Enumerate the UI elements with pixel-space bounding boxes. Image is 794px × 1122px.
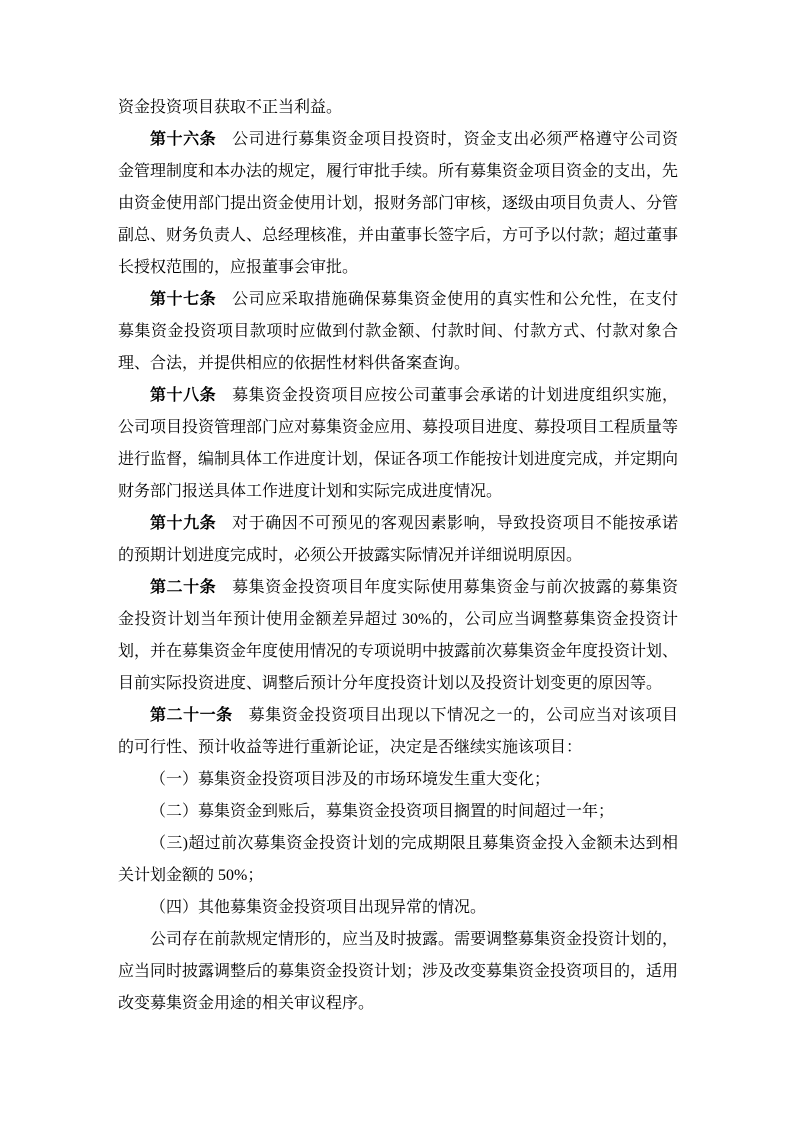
- article-number: 第二十一条: [150, 707, 233, 724]
- article-paragraph: [118, 572, 678, 700]
- paragraph-text: 资金投资项目获取不正当利益。: [118, 99, 343, 116]
- list-item-paragraph: [118, 764, 678, 796]
- document-content: [118, 92, 678, 1020]
- body-paragraph: [118, 92, 678, 124]
- paragraph-text: （一）募集资金投资项目涉及的市场环境发生重大变化；: [150, 771, 551, 788]
- body-paragraph: [118, 924, 678, 1020]
- article-paragraph: [118, 700, 678, 764]
- list-item-paragraph: [118, 892, 678, 924]
- paragraph-text: （二）募集资金到账后，募集资金投资项目搁置的时间超过一年；: [150, 803, 615, 820]
- paragraph-text: 对于确因不可预见的客观因素影响，导致投资项目不能按承诺的预期计划进度完成时，必须公开披露实际情况并详细说明原因。: [118, 515, 678, 564]
- paragraph-text: 募集资金投资项目年度实际使用募集资金与前次披露的募集资金投资计划当年预计使用金额差异超过 30%的，公司应当调整募集资金投资计划，并在募集资金年度使用情况的专项说明中披露前次募集资金年度投资计划、目前实际投资进度、调整后预计分年度投资计划以及投资计划变更的原因等。: [118, 579, 679, 692]
- paragraph-text: （四）其他募集资金投资项目出现异常的情况。: [150, 899, 487, 916]
- paragraph-text: （三)超过前次募集资金投资计划的完成期限且募集资金投入金额未达到相关计划金额的 50%；: [118, 835, 678, 884]
- article-number: 第十七条: [150, 291, 217, 308]
- article-number: 第十九条: [150, 515, 217, 532]
- list-item-paragraph: [118, 796, 678, 828]
- article-paragraph: [118, 284, 678, 380]
- list-item-paragraph: [118, 828, 678, 892]
- article-paragraph: [118, 124, 678, 284]
- paragraph-text: 募集资金投资项目出现以下情况之一的，公司应当对该项目的可行性、预计收益等进行重新论证，决定是否继续实施该项目：: [118, 707, 678, 756]
- article-paragraph: [118, 380, 678, 508]
- article-number: 第十八条: [150, 387, 217, 404]
- article-paragraph: [118, 508, 678, 572]
- paragraph-text: 公司进行募集资金项目投资时，资金支出必须严格遵守公司资金管理制度和本办法的规定，履行审批手续。所有募集资金项目资金的支出，先由资金使用部门提出资金使用计划，报财务部门审核，逐级由项目负责人、分管副总、财务负责人、总经理核准，并由董事长签字后，方可予以付款；超过董事长授权范围的，应报董事会审批。: [118, 131, 679, 276]
- paragraph-text: 公司存在前款规定情形的，应当及时披露。需要调整募集资金投资计划的，应当同时披露调整后的募集资金投资计划；涉及改变募集资金投资项目的，适用改变募集资金用途的相关审议程序。: [118, 931, 679, 1012]
- article-number: 第十六条: [150, 131, 217, 148]
- paragraph-text: 公司应采取措施确保募集资金使用的真实性和公允性，在支付募集资金投资项目款项时应做到付款金额、付款时间、付款方式、付款对象合理、合法，并提供相应的依据性材料供备案查询。: [118, 291, 678, 372]
- article-number: 第二十条: [150, 579, 217, 596]
- paragraph-text: 募集资金投资项目应按公司董事会承诺的计划进度组织实施，公司项目投资管理部门应对募集资金应用、募投项目进度、募投项目工程质量等进行监督，编制具体工作进度计划，保证各项工作能按计划进度完成，并定期向财务部门报送具体工作进度计划和实际完成进度情况。: [118, 387, 679, 500]
